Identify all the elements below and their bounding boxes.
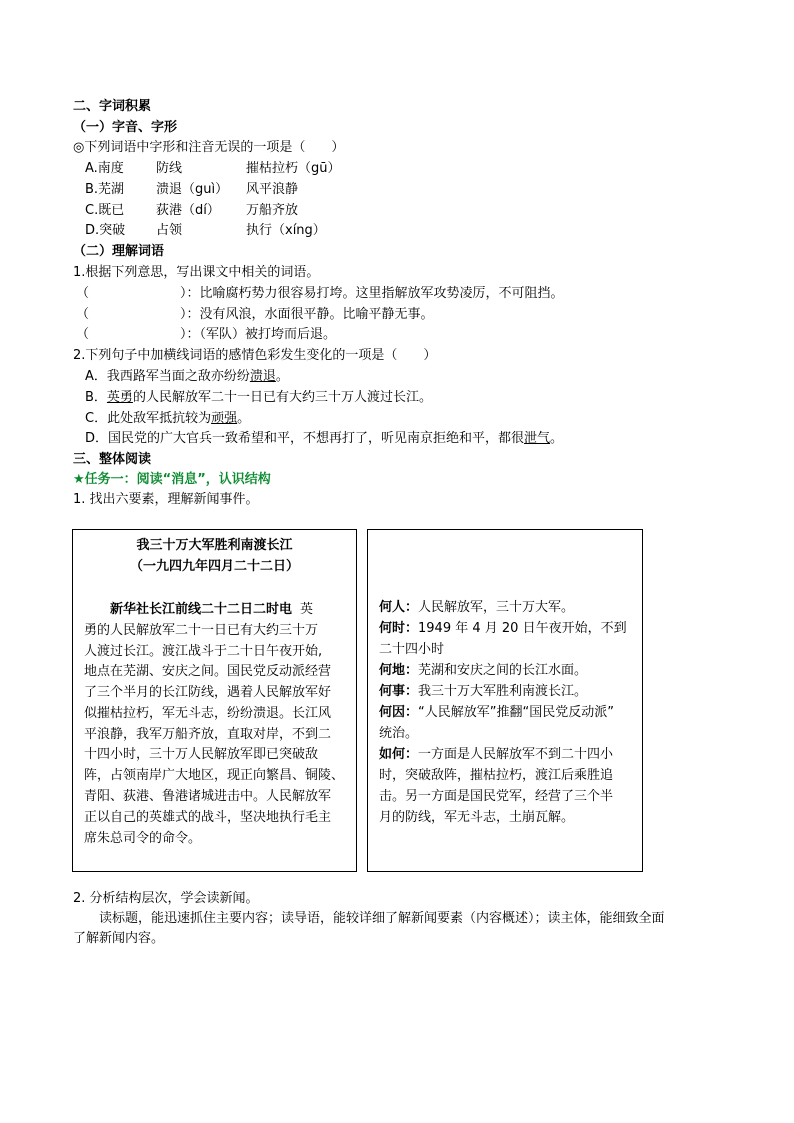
news-line: 席朱总司令的命令。	[84, 831, 202, 846]
element-how-line: 时，突破敌阵，摧枯拉朽，渡江后乘胜追	[379, 768, 614, 783]
star-icon: ★	[73, 472, 85, 487]
news-line: 正以自己的英雄式的战斗，坚决地执行毛主	[84, 810, 332, 825]
news-line: 地点在芜湖、安庆之间。国民党反动派经营	[84, 664, 332, 679]
section-heading-3: 三、整体阅读	[73, 452, 152, 467]
six-elements-box	[367, 529, 643, 872]
option-c-3: 万船齐放	[246, 203, 299, 218]
q2-option-a: A．我西路军当面之敌亦纷纷溃退。	[85, 369, 289, 384]
option-b-1: B.芜湖	[85, 182, 125, 197]
element-how: 如何：一方面是人民解放军不到二十四小	[379, 747, 614, 762]
element-how-line: 月的防线，军无斗志，土崩瓦解。	[379, 810, 575, 825]
option-a-3: 摧枯拉朽（gū）	[246, 161, 341, 176]
option-c-1: C.既已	[85, 203, 125, 218]
section-heading-2: 二、字词积累	[73, 99, 152, 114]
news-article-box	[72, 529, 357, 872]
news-lead-line: 新华社长江前线二十二日二时电 英	[110, 602, 314, 617]
news-dateline: 新华社长江前线二十二日二时电	[110, 602, 293, 617]
news-line: 人渡过长江。渡江战斗于二十日午夜开始,	[84, 644, 323, 659]
q2-option-b: B．英勇的人民解放军二十一日已有大约三十万人渡过长江。	[85, 390, 432, 405]
element-why: 何因：“人民解放军”推翻“国民党反动派”	[379, 705, 614, 720]
option-b-2: 溃退（guì）	[156, 182, 229, 197]
q2-option-d: D．国民党的广大官兵一致希望和平，不想再打了，听见南京拒绝和平，都很泄气。	[85, 431, 564, 446]
element-how-line: 击。另一方面是国民党军，经营了三个半	[379, 789, 614, 804]
option-a-1: A.南度	[85, 161, 124, 176]
task-1-heading: ★任务一：阅读“消息”，认识结构	[73, 472, 271, 487]
news-line: 阵，占领南岸广大地区，现正向繁昌、铜陵、	[84, 768, 345, 783]
news-line: 青阳、荻港、鲁港诸城进击中。人民解放军	[84, 789, 332, 804]
option-a-2: 防线	[156, 161, 183, 176]
task-2-body-line-2: 了解新闻内容。	[73, 931, 165, 946]
option-b-3: 风平浪静	[246, 182, 299, 197]
task-2-body-line-1: 读标题，能迅速抓住主要内容；读导语，能较详细了解新闻要素（内容概述）；读主体，能细致全面	[99, 911, 665, 926]
q1-item-2: （ ）：没有风浪，水面很平静。比喻平静无事。	[76, 307, 434, 322]
option-d-3: 执行（xíng）	[246, 223, 326, 238]
question-1: 1.根据下列意思，写出课文中相关的词语。	[73, 265, 320, 280]
element-who: 何人：人民解放军，三十万大军。	[379, 600, 575, 615]
task-1-instruction: 1. 找出六要素，理解新闻事件。	[73, 492, 259, 507]
element-when: 何时：1949 年 4 月 20 日午夜开始，不到	[379, 621, 627, 636]
option-d-2: 占领	[156, 223, 183, 238]
news-title: 我三十万大军胜利南渡长江	[136, 538, 293, 553]
question-0: ◎下列词语中字形和注音无误的一项是（ ）	[73, 140, 345, 155]
news-line: 十四小时，三十万人民解放军即已突破敌	[84, 747, 319, 762]
news-line: 了三个半月的长江防线，遇着人民解放军好	[84, 685, 332, 700]
element-when-cont: 二十四小时	[379, 642, 445, 657]
subheading-2: （二）理解词语	[73, 244, 165, 259]
subheading-1: （一）字音、字形	[73, 120, 178, 135]
option-d-1: D.突破	[85, 223, 126, 238]
news-line: 勇的人民解放军二十一日已有大约三十万	[84, 623, 319, 638]
task-2-instruction: 2. 分析结构层次，学会读新闻。	[73, 891, 259, 906]
option-c-2: 荻港（dí）	[156, 203, 220, 218]
element-why-cont: 统治。	[379, 726, 419, 741]
element-where: 何地：芜湖和安庆之间的长江水面。	[379, 663, 588, 678]
question-2: 2.下列句子中加横线词语的感情色彩发生变化的一项是（ ）	[73, 348, 437, 363]
news-line: 平浪静，我军万船齐放，直取对岸，不到二	[84, 727, 332, 742]
q1-item-3: （ ）：（军队）被打垮而后退。	[76, 327, 337, 342]
element-what: 何事：我三十万大军胜利南渡长江。	[379, 684, 588, 699]
q1-item-1: （ ）：比喻腐朽势力很容易打垮。这里指解放军攻势凌厉，不可阻挡。	[76, 286, 564, 301]
news-line: 似摧枯拉朽，军无斗志，纷纷溃退。长江风	[84, 706, 332, 721]
q2-option-c: C．此处敌军抵抗较为顽强。	[85, 411, 251, 426]
news-date: （一九四九年四月二十二日）	[129, 559, 299, 574]
